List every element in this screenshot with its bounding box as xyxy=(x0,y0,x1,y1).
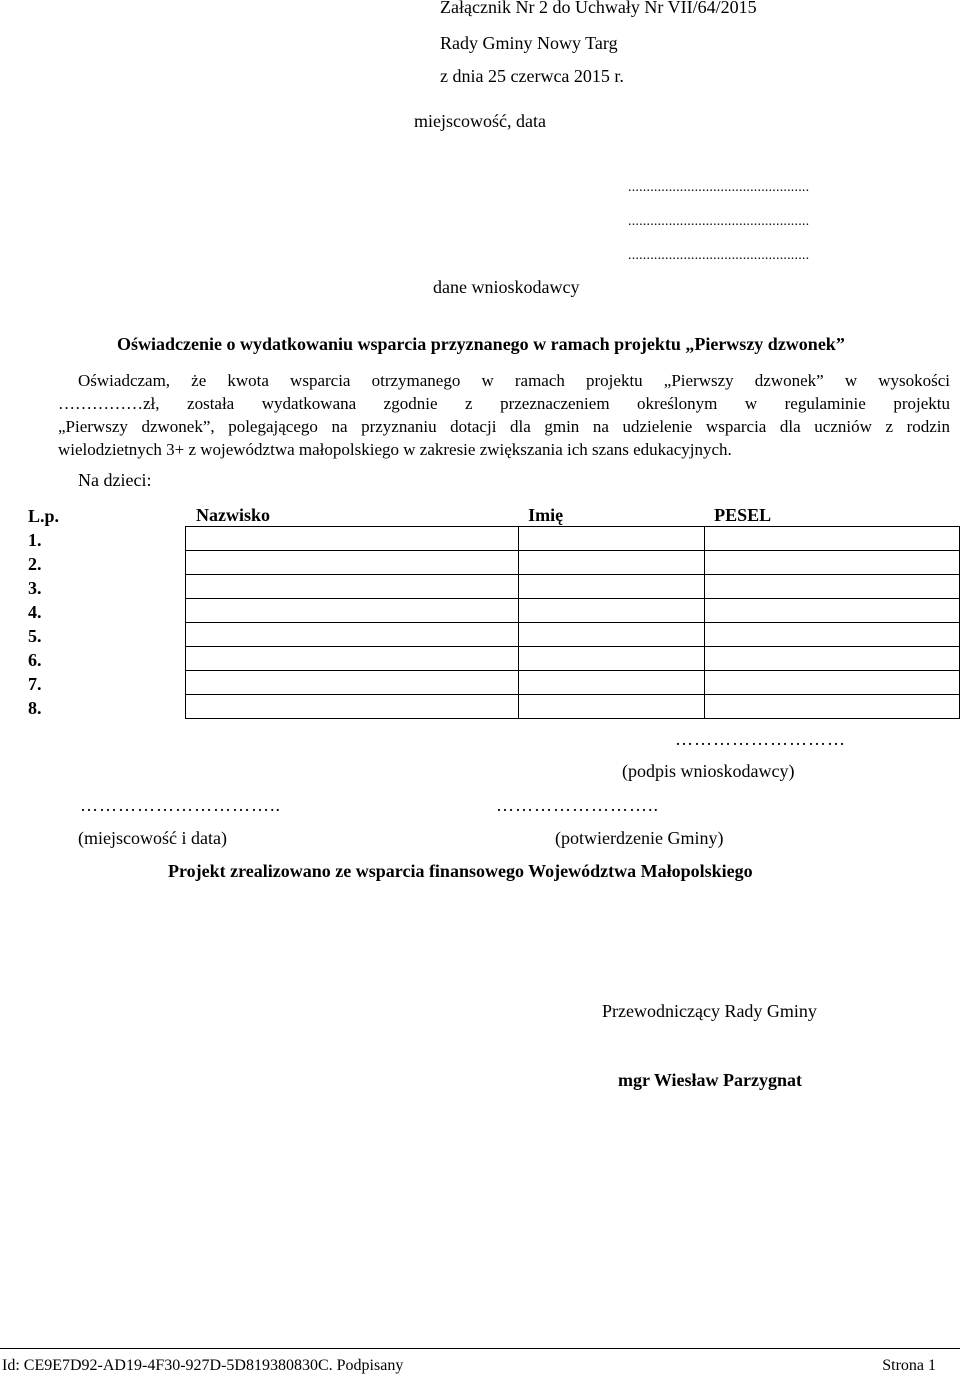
dotted-line-3: ................................................. xyxy=(628,248,810,263)
pesel-cell[interactable] xyxy=(704,575,959,599)
surname-cell[interactable] xyxy=(186,695,518,719)
children-label: Na dzieci: xyxy=(78,470,152,490)
firstname-cell[interactable] xyxy=(518,647,704,671)
place-date-caption: (miejscowość i data) xyxy=(78,828,227,848)
firstname-cell[interactable] xyxy=(518,623,704,647)
table-row xyxy=(28,623,960,647)
surname-cell[interactable] xyxy=(186,551,518,575)
surname-cell[interactable] xyxy=(186,575,518,599)
footer-divider xyxy=(0,1348,960,1349)
declaration-paragraph xyxy=(58,369,950,461)
firstname-cell[interactable] xyxy=(518,671,704,695)
firstname-cell[interactable] xyxy=(518,599,704,623)
pesel-cell[interactable] xyxy=(704,647,959,671)
row-number: 4. xyxy=(28,601,42,622)
firstname-cell[interactable] xyxy=(518,695,704,719)
document-title: Oświadczenie o wydatkowaniu wsparcia przyznanego w ramach projektu „Pierwszy dzwonek” xyxy=(117,334,845,354)
table-row xyxy=(28,695,960,719)
paragraph-line-2: ……………zł, została wydatkowana zgodnie z przeznaczeniem określonym w regulaminie projektu xyxy=(58,394,950,413)
pesel-cell[interactable] xyxy=(704,527,959,551)
row-number: 2. xyxy=(28,553,42,574)
firstname-cell[interactable] xyxy=(518,551,704,575)
chairman-title: Przewodniczący Rady Gminy xyxy=(602,1001,817,1021)
attachment-line-2: Rady Gminy Nowy Targ xyxy=(440,33,618,53)
document-id: Id: CE9E7D92-AD19-4F30-927D-5D819380830C. Podpisany xyxy=(2,1357,404,1374)
funding-statement: Projekt zrealizowano ze wsparcia finansowego Województwa Małopolskiego xyxy=(168,861,753,881)
table-header-row xyxy=(28,503,960,527)
header-pesel: PESEL xyxy=(714,505,772,525)
row-number: 1. xyxy=(28,529,42,550)
row-number: 6. xyxy=(28,649,42,670)
row-number: 5. xyxy=(28,625,42,646)
place-date-label: miejscowość, data xyxy=(414,111,546,131)
row-number: 8. xyxy=(28,697,42,718)
signature-dots: ……………………… xyxy=(675,729,846,749)
municipality-dots: …………………….. xyxy=(496,795,659,815)
pesel-cell[interactable] xyxy=(704,599,959,623)
municipality-caption: (potwierdzenie Gminy) xyxy=(555,828,724,848)
surname-cell[interactable] xyxy=(186,527,518,551)
signature-label: (podpis wnioskodawcy) xyxy=(622,761,795,781)
pesel-cell[interactable] xyxy=(704,551,959,575)
applicant-label: dane wnioskodawcy xyxy=(433,277,580,297)
paragraph-line-4: wielodzietnych 3+ z województwa małopolskiego w zakresie zwiększania ich szans edukacyjnych. xyxy=(58,440,732,459)
surname-cell[interactable] xyxy=(186,671,518,695)
place-date-dots: ………………………….. xyxy=(80,795,281,815)
dotted-line-2: ................................................. xyxy=(628,214,810,229)
attachment-line-3: z dnia 25 czerwca 2015 r. xyxy=(440,66,624,86)
table-row xyxy=(28,671,960,695)
paragraph-line-1: Oświadczam, że kwota wsparcia otrzymanego w ramach projektu „Pierwszy dzwonek” w wysokości xyxy=(78,371,950,390)
pesel-cell[interactable] xyxy=(704,623,959,647)
firstname-cell[interactable] xyxy=(518,575,704,599)
surname-cell[interactable] xyxy=(186,599,518,623)
dotted-line-1: ................................................. xyxy=(628,180,810,195)
pesel-cell[interactable] xyxy=(704,671,959,695)
surname-cell[interactable] xyxy=(186,623,518,647)
table-row xyxy=(28,527,960,551)
row-number: 3. xyxy=(28,577,42,598)
page-number: Strona 1 xyxy=(882,1357,936,1374)
table-row xyxy=(28,551,960,575)
header-firstname: Imię xyxy=(528,505,564,525)
header-surname: Nazwisko xyxy=(195,505,270,525)
table-row xyxy=(28,575,960,599)
attachment-line-1: Załącznik Nr 2 do Uchwały Nr VII/64/2015 xyxy=(440,0,757,17)
surname-cell[interactable] xyxy=(186,647,518,671)
table-row xyxy=(28,647,960,671)
pesel-cell[interactable] xyxy=(704,695,959,719)
firstname-cell[interactable] xyxy=(518,527,704,551)
header-lp: L.p. xyxy=(28,505,60,526)
row-number: 7. xyxy=(28,673,42,694)
paragraph-line-3: „Pierwszy dzwonek”, polegającego na przyznaniu dotacji dla gmin na udzielenie wsparcia dla uczniów z rodzin xyxy=(58,417,950,436)
table-row xyxy=(28,599,960,623)
children-table xyxy=(28,503,960,719)
chairman-name: mgr Wiesław Parzygnat xyxy=(618,1070,802,1090)
